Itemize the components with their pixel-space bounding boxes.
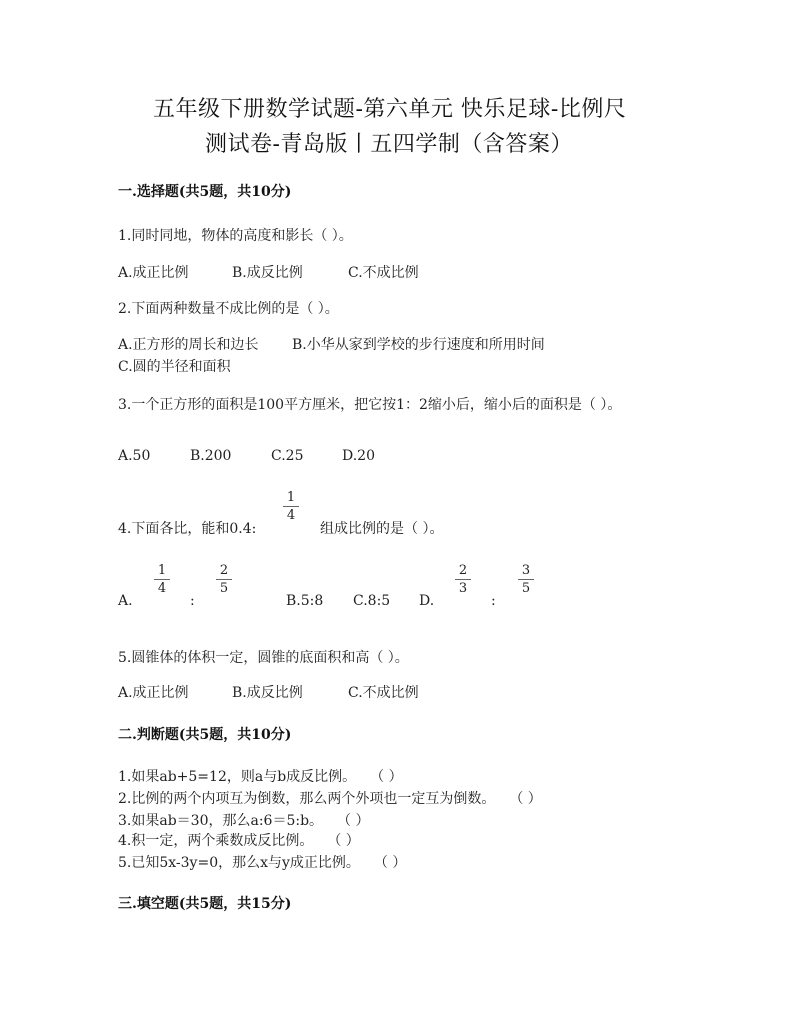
fraction-numerator: 1 [157, 563, 167, 578]
question-5-option-b: B.成反比例 [232, 685, 303, 701]
question-5-stem: 5.圆锥体的体积一定，圆锥的底面积和高（ ）。 [118, 650, 409, 666]
question-4-option-d-fraction-1 [455, 563, 471, 596]
fraction-numerator: 1 [286, 490, 296, 505]
question-2-stem: 2.下面两种数量不成比例的是（ ）。 [118, 301, 339, 317]
section-heading-judgement: 二.判断题(共5题，共10分) [118, 727, 292, 743]
question-4-option-d-label: D. [419, 593, 435, 609]
question-3-option-d: D.20 [342, 448, 375, 464]
judgement-item-3: 3.如果ab＝30，那么a:6＝5:b。 （ ） [118, 813, 370, 829]
question-4-option-a-fraction-2 [216, 563, 232, 596]
question-5-option-c: C.不成比例 [348, 685, 419, 701]
fraction-numerator: 2 [458, 563, 468, 578]
question-4-option-c: C.8:5 [353, 593, 391, 609]
fraction-denominator: 5 [219, 581, 229, 596]
judgement-item-1: 1.如果ab+5=12，则a与b成反比例。 （ ） [118, 769, 403, 785]
question-4-option-a-fraction-1 [154, 563, 170, 596]
question-1-stem: 1.同时同地，物体的高度和影长（ ）。 [118, 228, 353, 244]
fraction-bar [455, 579, 471, 580]
question-2-option-b: B.小华从家到学校的步行速度和所用时间 [292, 337, 545, 353]
question-3-option-a: A.50 [118, 448, 151, 464]
fraction-denominator: 3 [458, 581, 468, 596]
question-2-option-a: A.正方形的周长和边长 [118, 337, 259, 353]
question-1-option-a: A.成正比例 [118, 265, 189, 281]
question-4-option-d-fraction-2 [518, 563, 534, 596]
fraction-denominator: 5 [521, 581, 531, 596]
question-3-option-c: C.25 [271, 448, 304, 464]
question-5-option-a: A.成正比例 [118, 685, 189, 701]
question-3-option-b: B.200 [190, 448, 232, 464]
question-4-option-b: B.5:8 [286, 593, 324, 609]
question-4-option-d-colon: : [491, 593, 496, 609]
question-4-option-a-colon: : [190, 593, 195, 609]
judgement-item-2: 2.比例的两个内项互为倒数，那么两个外项也一定互为倒数。 （ ） [118, 791, 542, 807]
judgement-item-5: 5.已知5x-3y=0，那么x与y成正比例。 （ ） [118, 855, 407, 871]
fraction-bar [154, 579, 170, 580]
section-heading-choice: 一.选择题(共5题，共10分) [118, 184, 292, 200]
question-3-stem: 3.一个正方形的面积是100平方厘米，把它按1：2缩小后，缩小后的面积是（ ）。 [118, 397, 622, 413]
fraction-bar [216, 579, 232, 580]
fraction-bar [283, 506, 299, 507]
question-1-option-c: C.不成比例 [348, 265, 419, 281]
judgement-item-4: 4.积一定，两个乘数成反比例。 （ ） [118, 833, 360, 849]
fraction-bar [518, 579, 534, 580]
fraction-denominator: 4 [157, 581, 167, 596]
question-4-stem-prefix: 4.下面各比，能和0.4: [118, 521, 257, 537]
doc-title-line2: 测试卷-青岛版丨五四学制（含答案） [205, 132, 573, 157]
question-1-option-b: B.成反比例 [232, 265, 303, 281]
question-4-stem-suffix: 组成比例的是（ ）。 [320, 521, 444, 537]
question-2-option-c: C.圆的半径和面积 [118, 359, 231, 375]
fraction-denominator: 4 [286, 508, 296, 523]
fraction-numerator: 2 [219, 563, 229, 578]
question-4-stem-fraction [283, 490, 299, 523]
doc-title-line1: 五年级下册数学试题-第六单元 快乐足球-比例尺 [153, 97, 627, 122]
section-heading-fill-in: 三.填空题(共5题，共15分) [118, 896, 292, 912]
fraction-numerator: 3 [521, 563, 531, 578]
question-4-option-a-label: A. [118, 593, 133, 609]
